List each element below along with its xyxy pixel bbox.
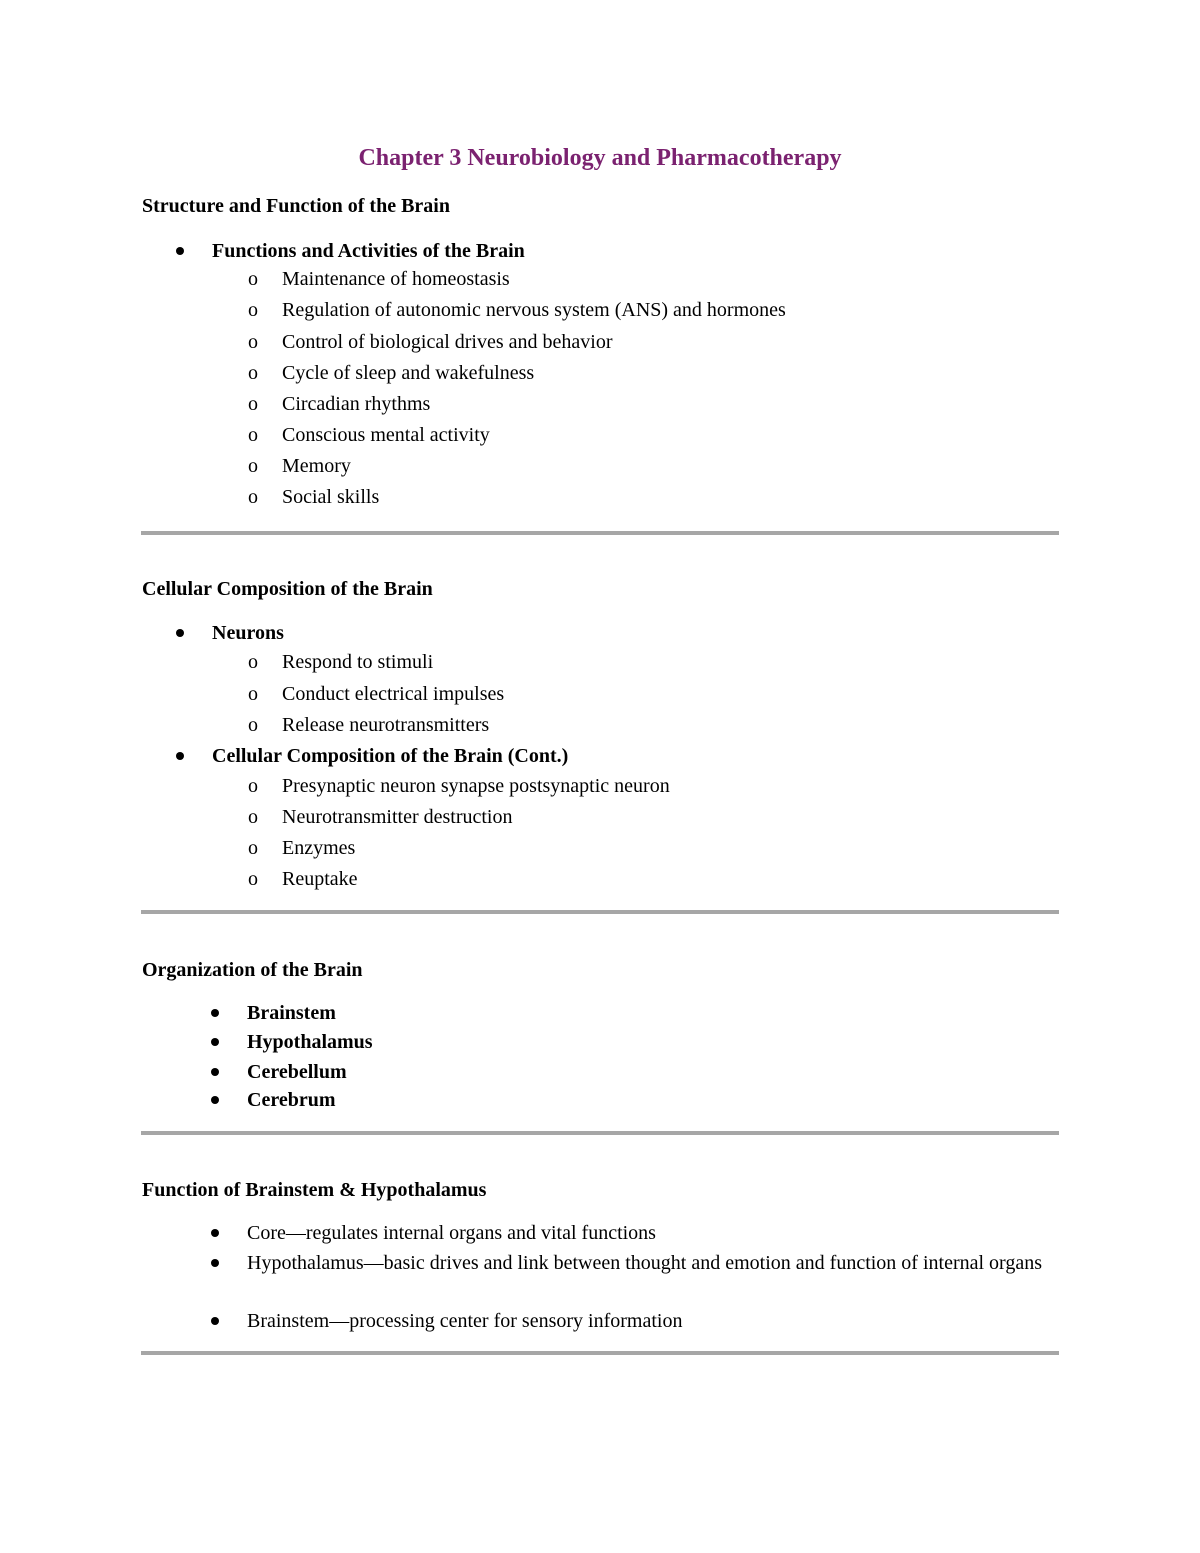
sub-bullet-icon: o [248,868,258,890]
list-item: Release neurotransmitters [282,714,490,736]
list-item: Social skills [282,486,380,508]
list-item: Hypothalamus—basic drives and link between thought and emotion and function of internal organs [247,1252,1043,1274]
list-item: Hypothalamus [247,1031,373,1053]
sub-bullet-icon: o [248,299,258,321]
bullet-icon [211,1317,219,1325]
list-item: Respond to stimuli [282,651,434,673]
list-item: Cerebrum [247,1089,336,1111]
sub-bullet-icon: o [248,424,258,446]
list-item: Reuptake [282,868,358,890]
list-item: Regulation of autonomic nervous system (ANS) and hormones [282,299,786,321]
section-heading: Function of Brainstem & Hypothalamus [142,1179,487,1201]
sub-bullet-icon: o [248,651,258,673]
bullet-icon [211,1096,219,1104]
bullet-icon [176,752,184,760]
sub-bullet-icon: o [248,806,258,828]
sub-bullet-icon: o [248,714,258,736]
bullet-icon [176,247,184,255]
bullet-icon [176,629,184,637]
horizontal-rule [141,1351,1059,1355]
list-item-group-label: Cellular Composition of the Brain (Cont.) [212,745,569,767]
list-item: Cerebellum [247,1061,347,1083]
sub-bullet-icon: o [248,268,258,290]
list-item: Core—regulates internal organs and vital functions [247,1222,656,1244]
section-heading: Structure and Function of the Brain [142,195,450,217]
section-heading: Cellular Composition of the Brain [142,578,433,600]
list-item: Circadian rhythms [282,393,431,415]
sub-bullet-icon: o [248,393,258,415]
list-item: Neurotransmitter destruction [282,806,513,828]
list-item: Presynaptic neuron synapse postsynaptic neuron [282,775,670,797]
sub-bullet-icon: o [248,837,258,859]
bullet-icon [211,1009,219,1017]
horizontal-rule [141,1131,1059,1135]
horizontal-rule [141,910,1059,914]
sub-bullet-icon: o [248,362,258,384]
list-item: Memory [282,455,351,477]
sub-bullet-icon: o [248,486,258,508]
horizontal-rule [141,531,1059,535]
bullet-icon [211,1259,219,1267]
list-item: Conscious mental activity [282,424,490,446]
list-item: Control of biological drives and behavior [282,331,613,353]
list-item: Brainstem—processing center for sensory information [247,1310,683,1332]
page-title: Chapter 3 Neurobiology and Pharmacotherapy [358,145,842,171]
list-item: Conduct electrical impulses [282,683,505,705]
bullet-icon [211,1038,219,1046]
bullet-icon [211,1068,219,1076]
sub-bullet-icon: o [248,455,258,477]
section-heading: Organization of the Brain [142,959,363,981]
list-item: Brainstem [247,1002,336,1024]
list-item: Maintenance of homeostasis [282,268,510,290]
sub-bullet-icon: o [248,775,258,797]
list-item-group-label: Functions and Activities of the Brain [212,240,525,262]
bullet-icon [211,1229,219,1237]
sub-bullet-icon: o [248,683,258,705]
sub-bullet-icon: o [248,331,258,353]
list-item: Enzymes [282,837,356,859]
list-item-group-label: Neurons [212,622,284,644]
list-item: Cycle of sleep and wakefulness [282,362,535,384]
